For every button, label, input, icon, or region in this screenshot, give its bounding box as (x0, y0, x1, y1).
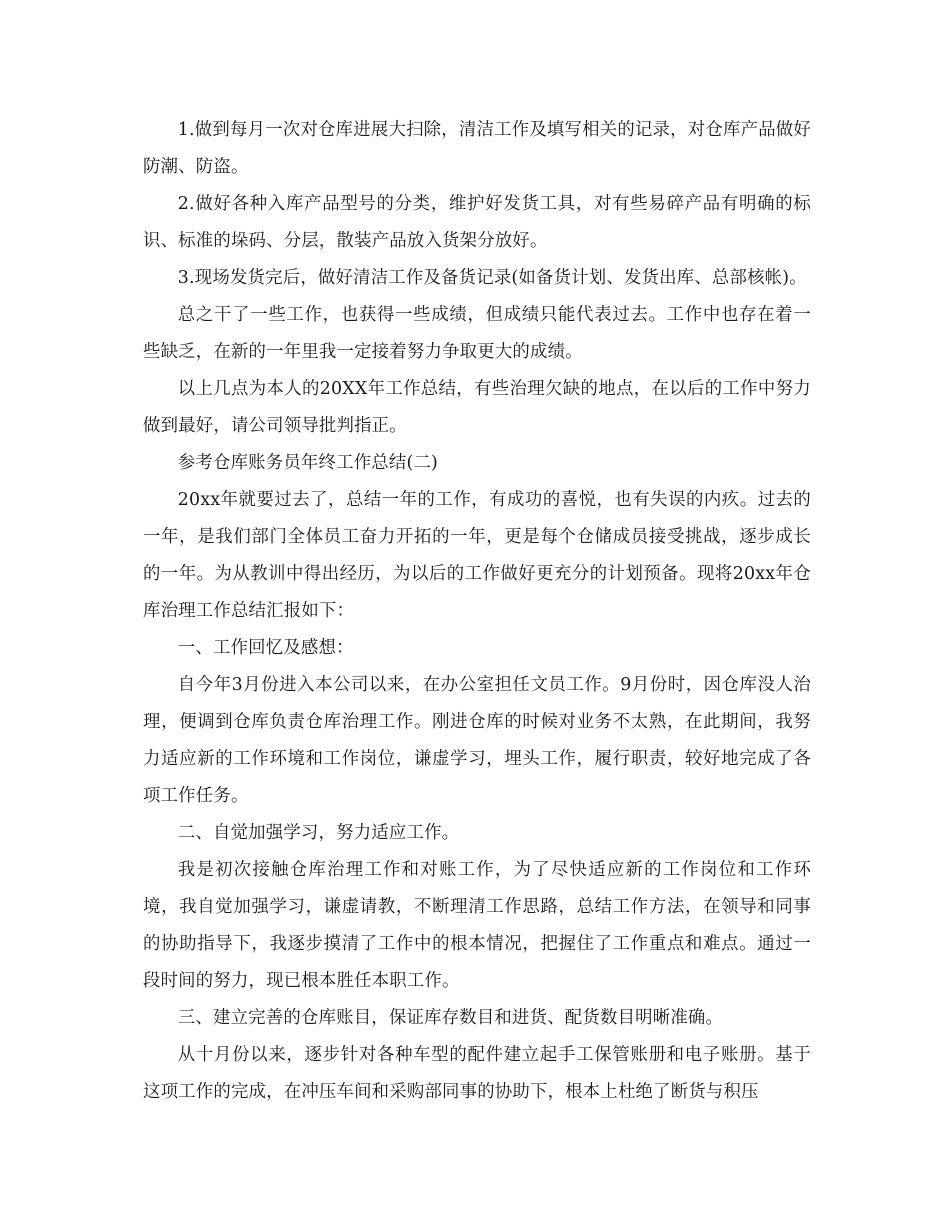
paragraph-study: 我是初次接触仓库治理工作和对账工作，为了尽快适应新的工作岗位和工作环境，我自觉加强学习，谦虚请教，不断理清工作思路，总结工作方法，在领导和同事的协助指导下，我逐步摸清了工作中的根本情况，把握住了工作重点和难点。通过一段时间的努力，现已根本胜任本职工作。 (143, 860, 811, 991)
paragraph-intro: 20xx年就要过去了，总结一年的工作，有成功的喜悦，也有失误的内疚。过去的一年，是我们部门全体员工奋力开拓的一年，更是每个仓储成员接受挑战，逐步成长的一年。为从教训中得出经历，为以后的工作做好更充分的计划预备。现将20xx年仓库治理工作总结汇报如下： (143, 490, 811, 621)
paragraph-review: 自今年3月份进入本公司以来，在办公室担任文员工作。9月份时，因仓库没人治理，便调到仓库负责仓库治理工作。刚进仓库的时候对业务不太熟，在此期间，我努力适应新的工作环境和工作岗位，谦虚学习，埋头工作，履行职责，较好地完成了各项工作任务。 (143, 675, 811, 806)
paragraph-summary: 总之干了一些工作，也获得一些成绩，但成绩只能代表过去。工作中也存在着一些缺乏，在新的一年里我一定接着努力争取更大的成绩。 (143, 305, 811, 362)
paragraph-closing: 以上几点为本人的20XX年工作总结，有些治理欠缺的地点，在以后的工作中努力做到最好，请公司领导批判指正。 (143, 379, 811, 436)
paragraph-item-1: 1.做到每月一次对仓库进展大扫除，清洁工作及填写相关的记录，对仓库产品做好防潮、防盗。 (143, 120, 811, 177)
section-title: 参考仓库账务员年终工作总结(二) (177, 453, 439, 473)
heading-accounts: 三、建立完善的仓库账目，保证库存数目和进货、配货数目明晰准确。 (177, 1008, 724, 1028)
heading-study: 二、自觉加强学习，努力适应工作。 (177, 823, 460, 843)
paragraph-accounts: 从十月份以来，逐步针对各种车型的配件建立起手工保管账册和电子账册。基于这项工作的完成，在冲压车间和采购部同事的协助下，根本上杜绝了断货与积压 (143, 1045, 811, 1102)
heading-review: 一、工作回忆及感想： (177, 638, 354, 658)
paragraph-item-3: 3.现场发货完后，做好清洁工作及备货记录(如备货计划、发货出库、总部核帐)。 (177, 268, 807, 288)
paragraph-item-2: 2.做好各种入库产品型号的分类，维护好发货工具，对有些易碎产品有明确的标识、标准的垛码、分层，散装产品放入货架分放好。 (143, 194, 811, 251)
document-body (143, 112, 811, 1111)
